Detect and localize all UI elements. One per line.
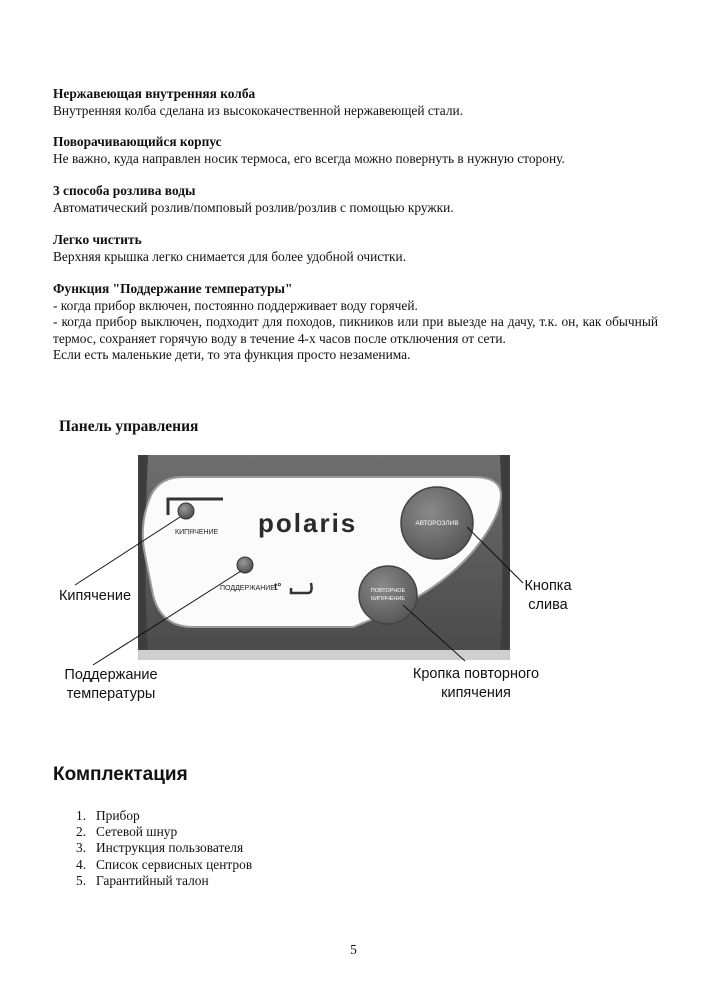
callout-drain-line2: слива (528, 597, 568, 613)
feature-title: 3 способа розлива воды (53, 183, 196, 198)
callout-reboil-line1: Кропка повторного (412, 666, 540, 682)
page-number: 5 (350, 942, 357, 957)
control-panel-figure (53, 455, 573, 705)
callout-keep-warm-line2: температуры (66, 686, 156, 702)
feature-text: - когда прибор включен, постоянно поддерживает воду горячей. (53, 297, 418, 313)
feature-title: Поворачивающийся корпус (53, 134, 222, 149)
feature-text: Верхняя крышка легко снимается для более удобной очистки. (53, 248, 407, 264)
kit-list (76, 808, 252, 889)
keep-warm-indicator-label: ПОДДЕРЖАНИЕ (220, 585, 275, 592)
feature-title: Нержавеющая внутренняя колба (53, 86, 256, 101)
feature-title: Функция "Поддержание температуры" (53, 281, 293, 296)
callout-keep-warm (51, 666, 171, 704)
callout-reboil-button (401, 665, 551, 703)
feature-section-easy-clean (53, 232, 658, 265)
list-item: 3. Инструкция пользователя (76, 840, 244, 856)
panel-heading: Панель управления (59, 418, 199, 435)
keep-warm-indicator-symbol: t° (274, 582, 282, 593)
feature-title: Легко чистить (53, 232, 142, 247)
autopour-button-label: АВТОРОЗЛИВ (415, 520, 459, 527)
list-item: 5. Гарантийный талон (76, 872, 209, 888)
callout-reboil-line2: кипячения (441, 685, 511, 701)
reboil-button-label-line1: ПОВТОРНОЕ (370, 588, 406, 594)
reboil-button (359, 566, 417, 624)
feature-section-rotating-body (53, 134, 658, 167)
kit-heading: Комплектация (53, 764, 188, 785)
boil-indicator-label: КИПЯЧЕНИЕ (175, 529, 219, 536)
feature-text: Если есть маленькие дети, то эта функция просто незаменима. (53, 347, 411, 362)
feature-section-pouring (53, 183, 658, 216)
list-item: 1. Прибор (76, 808, 140, 823)
feature-text: - когда прибор выключен, подходит для походов, пикников или при выезде на дачу, т.к. он, как обычный термос, сохраняет горячую воду в течение 4-х часов после отключения от сети. (53, 314, 658, 346)
feature-section-keep-warm (53, 281, 658, 364)
callout-keep-warm-line1: Поддержание (64, 667, 158, 683)
list-item: 4. Список сервисных центров (76, 856, 253, 872)
list-item: 2. Сетевой шнур (76, 824, 178, 840)
feature-text: Автоматический розлив/помповый розлив/розлив с помощью кружки. (53, 199, 454, 215)
feature-text: Не важно, куда направлен носик термоса, его всегда можно повернуть в нужную сторону. (53, 150, 565, 166)
callout-drain-line1: Кнопка (524, 578, 572, 594)
keep-warm-indicator-led (237, 557, 253, 573)
feature-section-flask (53, 86, 658, 119)
brand-logo: polaris (258, 508, 358, 538)
callout-boil: Кипячение (58, 588, 132, 604)
callout-drain-button (503, 577, 593, 615)
feature-text: Внутренняя колба сделана из высококачественной нержавеющей стали. (53, 102, 464, 118)
boil-indicator-led (178, 503, 194, 519)
reboil-button-label-line2: КИПЯЧЕНИЕ (370, 596, 406, 602)
